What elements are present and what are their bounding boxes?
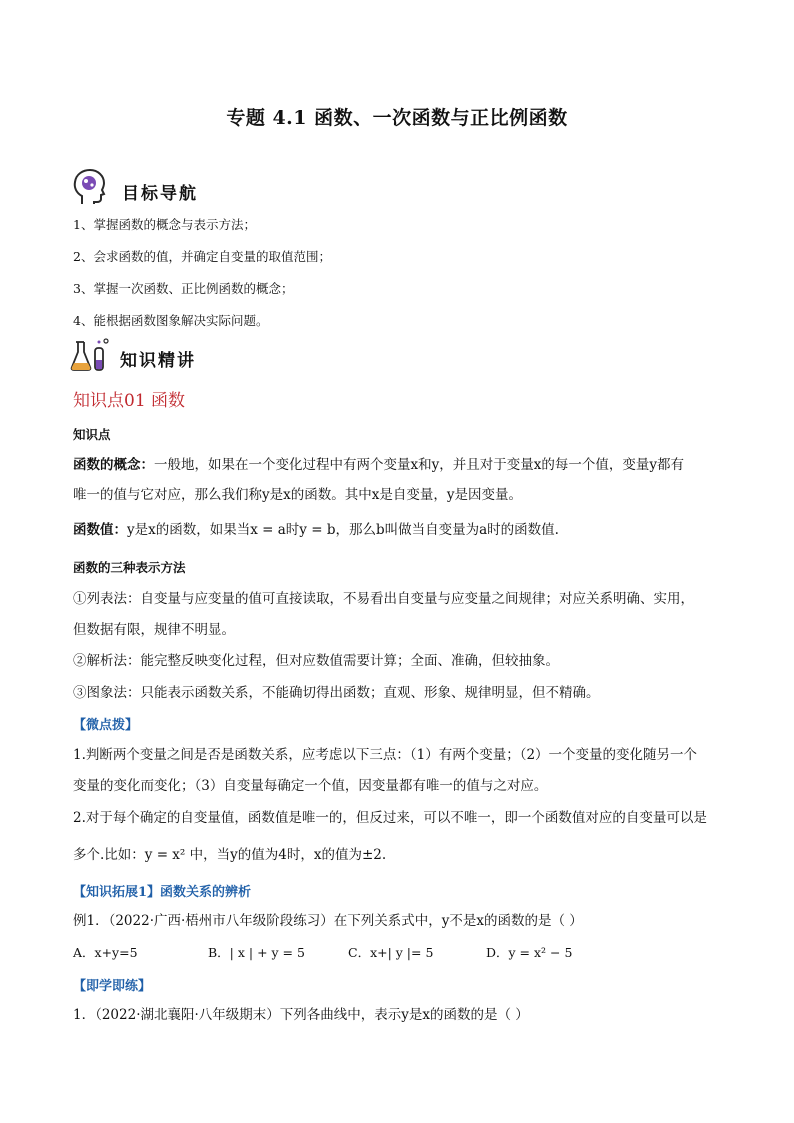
goal-item: 1、掌握函数的概念与表示方法； (73, 217, 256, 232)
practice-question-1: 1．（2022·湖北襄阳·八年级期末）下列各曲线中，表示y是x的函数的是（ ） (73, 1007, 529, 1023)
tip-1-line-2: 变量的变化而变化；（3）自变量每确定一个值，因变量都有唯一的值与之对应。 (73, 778, 548, 794)
concept-line-2: 唯一的值与它对应，那么我们称y是x的函数。其中x是自变量，y是因变量。 (73, 487, 522, 503)
option-c: C．x+| y |= 5 (348, 945, 434, 960)
knowledge-label: 知识点 (73, 427, 111, 442)
concept-label: 函数的概念： (73, 457, 154, 473)
head-brain-icon (72, 168, 106, 206)
tip-2-line-2: 多个.比如：y = x² 中，当y的值为4时，x的值为±2. (73, 847, 387, 863)
methods-label: 函数的三种表示方法 (73, 560, 186, 575)
lab-flask-icon (70, 336, 112, 372)
value-line (73, 520, 559, 540)
tip-1-line-1: 1.判断两个变量之间是否是函数关系，应考虑以下三点：（1）有两个变量；（2）一个变量的变化随另一个 (73, 747, 698, 763)
option-a: A．x+y=5 (73, 945, 138, 960)
knowledge-point-title: 知识点01 函数 (73, 391, 186, 411)
practice-label: 【即学即练】 (73, 979, 152, 994)
goal-item: 4、能根据函数图象解决实际问题。 (73, 313, 269, 328)
goal-item: 3、掌握一次函数、正比例函数的概念； (73, 281, 294, 296)
knowledge-heading: 知识精讲 (120, 351, 196, 371)
goal-heading: 目标导航 (122, 184, 198, 204)
value-label: 函数值： (73, 522, 127, 538)
tips-label: 【微点拨】 (73, 718, 139, 733)
option-b: B．| x | + y = 5 (208, 945, 305, 960)
method-3: ③图象法：只能表示函数关系，不能确切得出函数；直观、形象、规律明显，但不精确。 (73, 685, 600, 701)
method-1-line-1: ①列表法：自变量与应变量的值可直接读取，不易看出自变量与应变量之间规律；对应关系明确、实用， (73, 591, 694, 607)
page-title: 专题 4.1 函数、一次函数与正比例函数 (226, 107, 568, 129)
extension-label: 【知识拓展1】函数关系的辨析 (73, 885, 252, 900)
tip-2-line-1: 2.对于每个确定的自变量值，函数值是唯一的，但反过来，可以不唯一，即一个函数值对应的自变量可以是 (73, 810, 707, 826)
example-1: 例1．（2022·广西·梧州市八年级阶段练习）在下列关系式中，y不是x的函数的是（ ） (73, 913, 583, 929)
method-2: ②解析法：能完整反映变化过程，但对应数值需要计算；全面、准确，但较抽象。 (73, 653, 559, 669)
goal-item: 2、会求函数的值，并确定自变量的取值范围； (73, 249, 331, 264)
method-1-line-2: 但数据有限，规律不明显。 (73, 622, 235, 638)
concept-line-1 (73, 455, 684, 475)
value-text: y是x的函数，如果当x = a时y = b，那么b叫做当自变量为a时的函数值. (127, 522, 559, 538)
option-d: D．y = x² − 5 (486, 945, 573, 960)
concept-text: 一般地，如果在一个变化过程中有两个变量x和y，并且对于变量x的每一个值，变量y都有 (154, 457, 684, 473)
